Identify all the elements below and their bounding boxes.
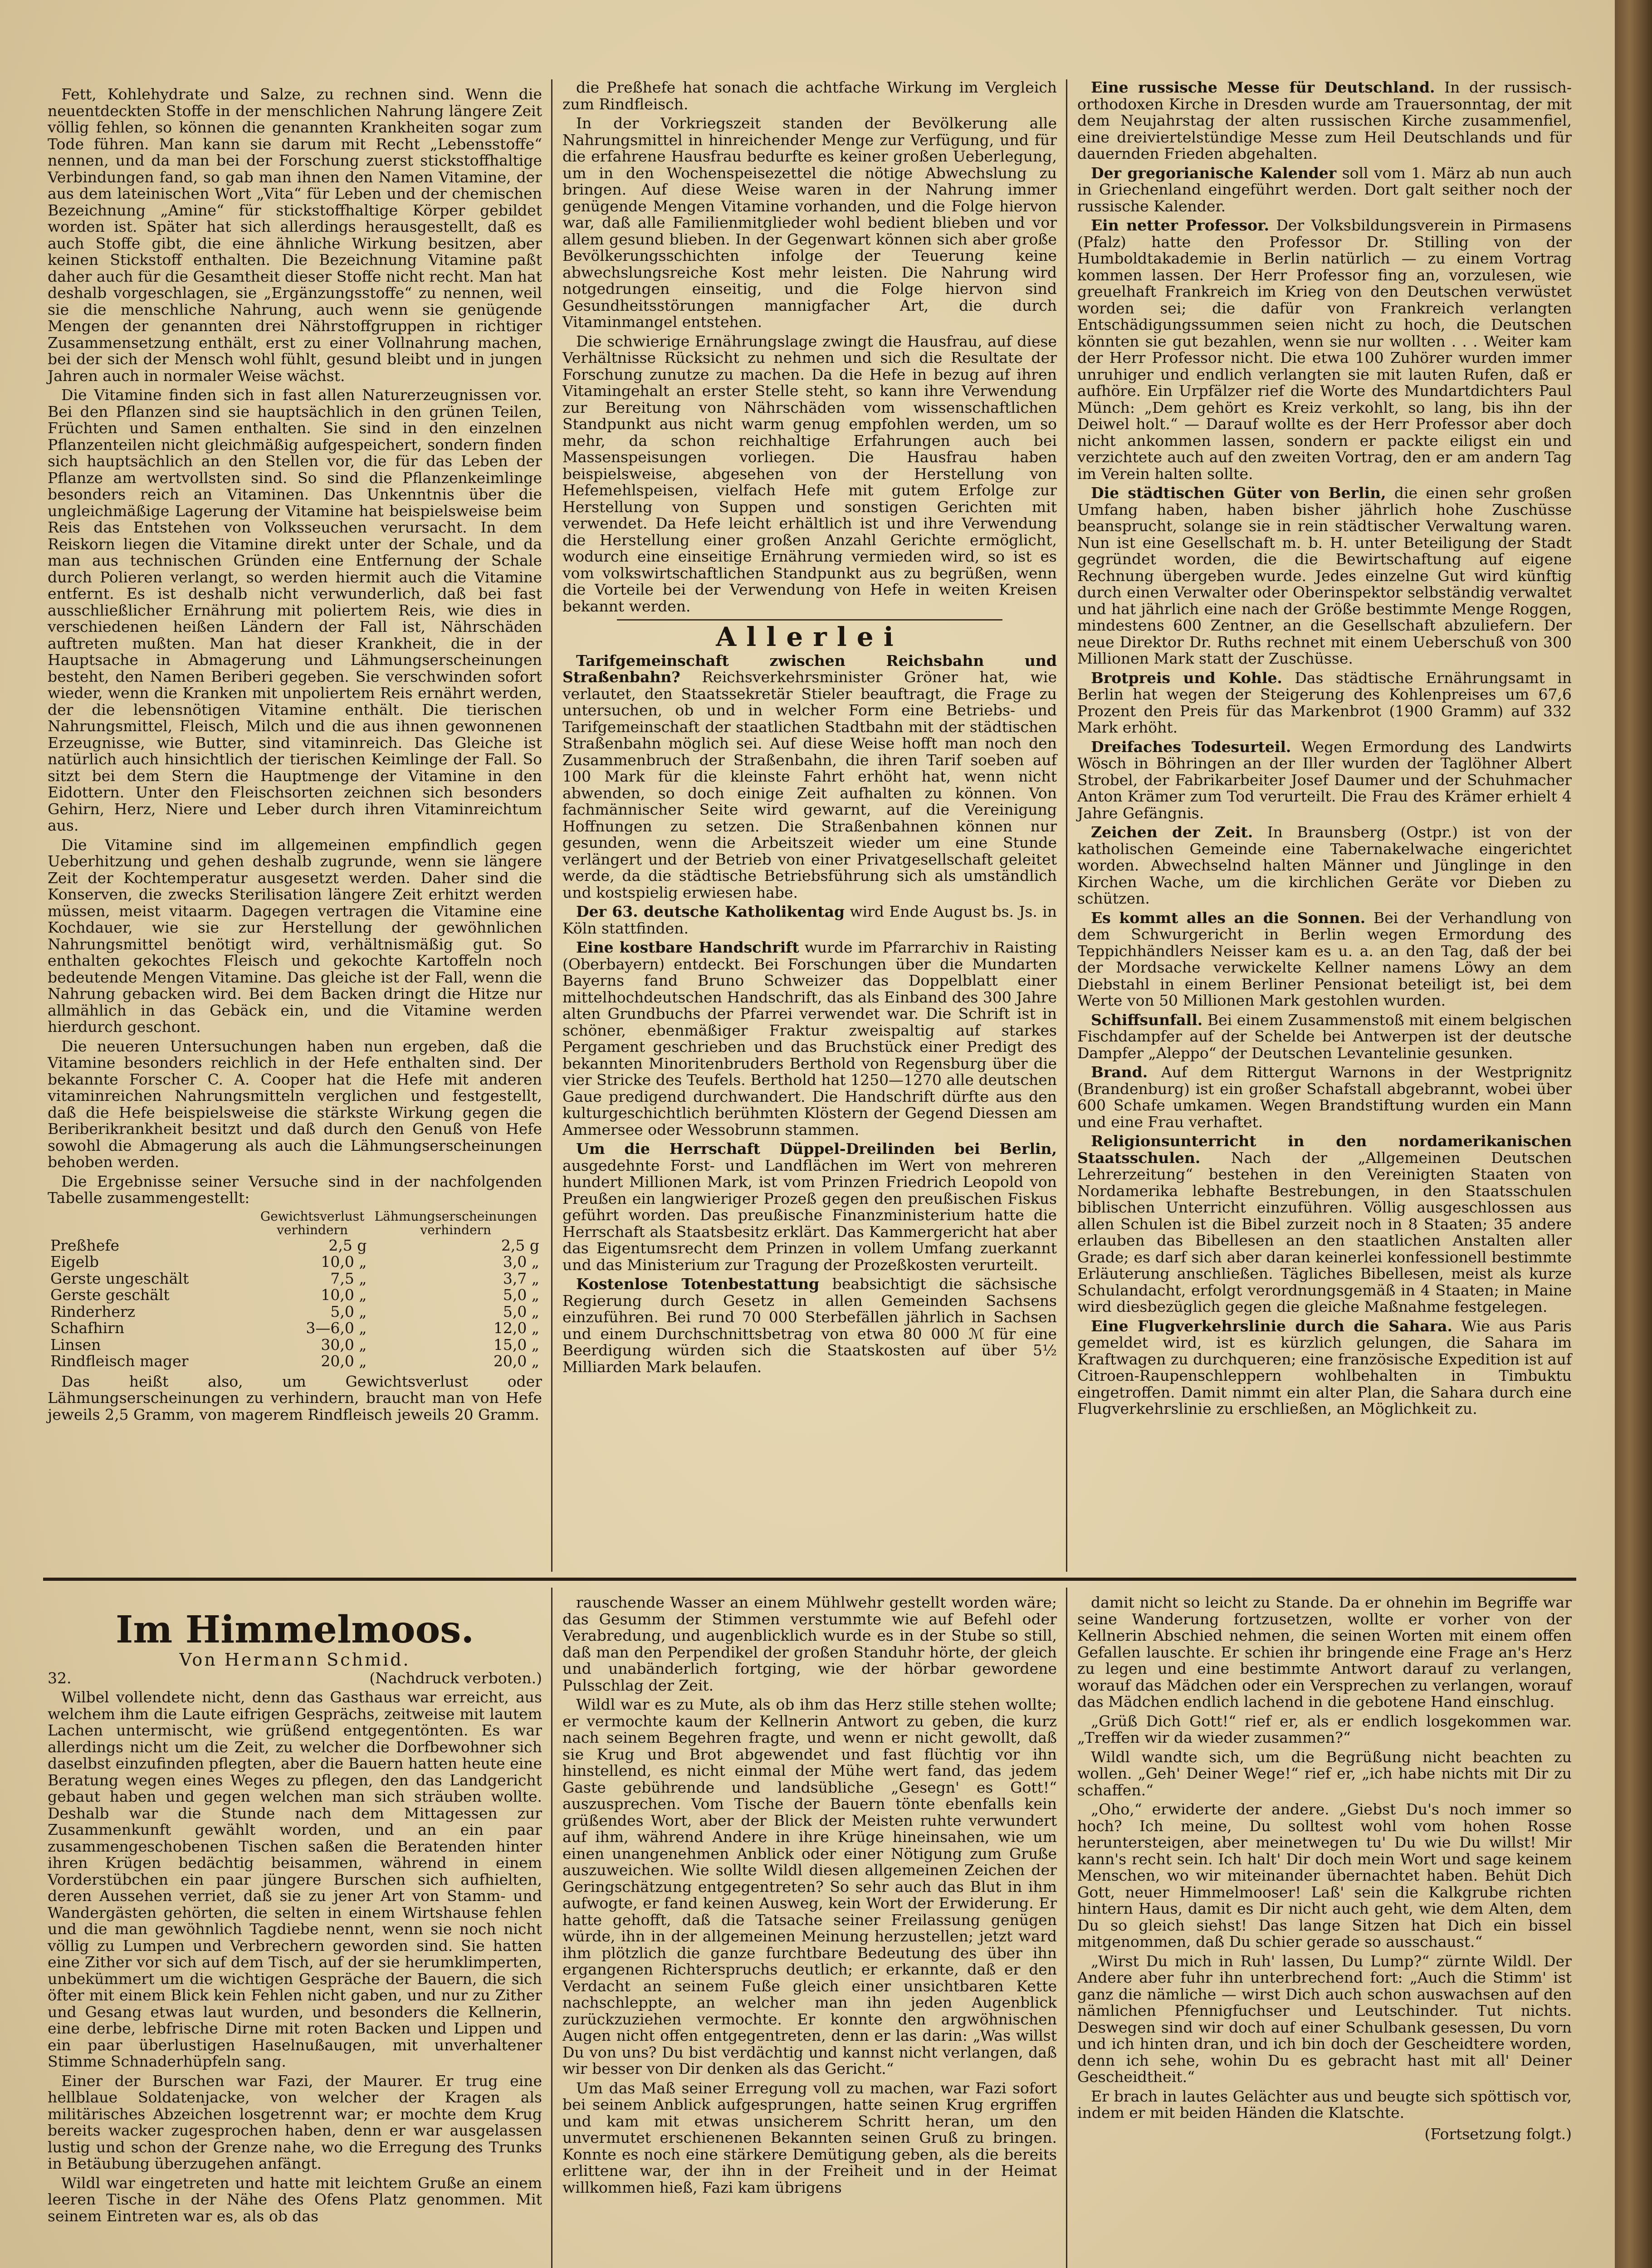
news-headline: Ein netter Professor. bbox=[1091, 216, 1269, 234]
news-headline: Religionsunterricht in den nordamerikanischen Staatsschulen. bbox=[1077, 1132, 1572, 1167]
news-item bbox=[562, 939, 1057, 1138]
news-headline: Eine Flugverkehrslinie durch die Sahara. bbox=[1091, 1317, 1453, 1335]
table-cell-paralysis: 5,0 „ bbox=[503, 1302, 539, 1320]
news-text: Bei der Verhandlung von dem Schwurgericht in Berlin wegen Ermordung des Teppichhändlers Neisser kam es u. a. an den Tag, daß der bei der Mordsache verwickelte Kellner namens Löwy an dem Diebstahl in einem Berliner Pensionat beteiligt ist, bei dem Werte von 50 Millionen Mark gestohlen wurden. bbox=[1077, 909, 1572, 1009]
news-headline: Zeichen der Zeit. bbox=[1091, 823, 1253, 841]
table-cell-food: Preßhefe bbox=[50, 1236, 120, 1254]
vitamin-table bbox=[48, 1209, 542, 1370]
news-text: Der Volksbildungsverein in Pirmasens (Pfalz) hatte den Professor Dr. Stilling von der Humboldtakademie in Berlin natürlich — zu einem Vortrag kommen lassen. Der Herr Professor fing an, vorzulesen, wie greuelhaft Frankreich im Krieg von den Deutschen verwüstet worden sei; die dafür von Frankreich verlangten Entschädigungssummen seien nicht zu hoch, die Deutschen könnten sie gut bezahlen, wenn sie nur wollten . . . Weiter kam der Herr Professor nicht. Die etwa 100 Zuhörer wurden immer unruhiger und endlich verlangten sie mit lauten Rufen, daß er aufhöre. Ein Urpfälzer rief die Worte des Mundartdichters Paul Münch: „Dem gehört es Kreiz verkohlt, so lang, bis ihn der Deiwel holt.“ — Darauf wollte es der Herr Professor aber doch nicht ankommen lassen, sondern er packte eiligst ein und verzichtete auch auf den zweiten Vortrag, den er am andern Tag im Verein halten sollte. bbox=[1077, 216, 1572, 483]
news-item bbox=[562, 904, 1057, 937]
news-item bbox=[1077, 485, 1572, 667]
table-cell-food: Gerste ungeschält bbox=[50, 1269, 189, 1287]
table-cell-food: Eigelb bbox=[50, 1253, 99, 1271]
paragraph: Die schwierige Ernährungslage zwingt die Hausfrau, auf diese Verhältnisse Rücksicht zu nehmen und sich die Resultate der Forschung zunutze zu machen. Da die Hefe in bezug auf ihren Vitamingehalt an erster Stelle steht, so kann ihre Verwendung zur Bereitung von Nährschäden vom wissenschaftlichen Standpunkt aus nicht warm genug empfohlen werden, um so mehr, da schon reichhaltige Erfahrungen auch bei Massenspeisungen vorliegen. Die Hausfrau haben beispielsweise, abgesehen von der Herstellung von Hefemehlspeisen, vielfach Hefe mit gutem Erfolge zur Herstellung von Suppen und sonstigen Gerichten mit verwendet. Da Hefe leicht erhältlich ist und ihre Verwendung die Herstellung einer großen Anzahl Gerichte ermöglicht, wodurch eine einseitige Ernährung vermieden wird, so ist es vom volkswirtschaftlichen Standpunkt aus zu begrüßen, wenn die Vorteile bei der Verwendung von Hefe in weiten Kreisen bekannt werden. bbox=[562, 332, 1057, 615]
table-cell-weight: 10,0 „ bbox=[321, 1286, 367, 1304]
news-item bbox=[1077, 910, 1572, 1009]
serial-title: Im Himmelmoos. bbox=[115, 1608, 474, 1652]
paragraph: Wildl wandte sich, um die Begrüßung nicht beachten zu wollen. „Geh' Deiner Wege!“ rief er, „ich habe nichts mit Dir zu schaffen.“ bbox=[1077, 1748, 1572, 1799]
news-text: wird Ende August bs. Js. in Köln stattfinden. bbox=[562, 903, 1057, 937]
news-headline: Schiffsunfall. bbox=[1091, 1011, 1203, 1029]
news-text: Reichsverkehrsminister Gröner hat, wie verlautet, den Staatssekretär Stieler beauftragt, die Frage zu untersuchen, ob und in welcher Form eine Betriebs- und Tarifgemeinschaft der staatlichen Stadtbahn mit der städtischen Straßenbahn möglich sei. Auf diese Weise hofft man noch den Zusammenbruch der Straßenbahn, die ihren Tarif soeben auf 100 Mark für die kleinste Fahrt erhöht hat, wenn nicht abwenden, so doch einige Zeit aufhalten zu können. Von fachmännischer Seite wird gewarnt, auf die Vereinigung Hoffnungen zu setzen. Die Straßenbahnen können nur gesunden, wenn die Arbeitszeit wieder um eine Stunde verlängert und der Betrieb von einer Privatgesellschaft geleitet werde, da die städtische Betriebsführung sich als umständlich und kostspielig erwiesen habe. bbox=[562, 668, 1057, 901]
binding-spine bbox=[1615, 0, 1652, 2268]
table-cell-paralysis: 20,0 „ bbox=[493, 1352, 539, 1370]
paragraph: damit nicht so leicht zu Stande. Da er ohnehin im Begriffe war seine Wanderung fortzusetzen, wollte er vorher von der Kellnerin Abschied nehmen, die seinen Worten mit einem offen Gefallen lauschte. Er schien ihr bringende eine Frage an's Herz zu legen und eine bestimmte Antwort darauf zu verlangen, worauf das Mädchen oder ein Versprechen zu verlangen, worauf das Mädchen endlich lachend in die gebotene Hand einschlug. bbox=[1077, 1593, 1572, 1711]
table-row bbox=[48, 1237, 542, 1254]
news-item bbox=[1077, 1318, 1572, 1418]
paragraph: Die Ergebnisse seiner Versuche sind in der nachfolgenden Tabelle zusammengestellt: bbox=[48, 1172, 542, 1207]
table-row bbox=[48, 1304, 542, 1320]
table-row bbox=[48, 1353, 542, 1370]
paragraph: Die Vitamine sind im allgemeinen empfindlich gegen Ueberhitzung und gehen deshalb zugrunde, wenn sie längere Zeit der Kochtemperatur ausgesetzt werden. Daher sind die Konserven, die zwecks Sterilisation längere Zeit erhitzt werden müssen, meist vitaarm. Dagegen vertragen die Vitamine eine Kochdauer, wie sie zur Herstellung der gewöhnlichen Nahrungsmittel benötigt wird, verhältnismäßig gut. So enthalten gekochtes Fleisch und gekochte Kartoffeln noch bedeutende Mengen Vitamine. Das gleiche ist der Fall, wenn die Nahrung gebacken wird. Bei dem Backen dringt die Hitze nur allmählich in das Gebäck ein, und die Vitamine werden hierdurch geschont. bbox=[48, 836, 542, 1036]
paragraph: „Grüß Dich Gott!“ rief er, als er endlich losgekommen war. „Treffen wir da wieder zusammen?“ bbox=[1077, 1712, 1572, 1746]
paragraph: rauschende Wasser an einem Mühlwehr gestellt worden wäre; das Gesumm der Stimmen verstummte wie auf Befehl oder Verabredung, und augenblicklich wurde es in der Stube so still, daß man den Perpendikel der großen Standuhr hörte, der gleich und unabänderlich fortging, wie der hörbar gewordene Pulsschlag der Zeit. bbox=[562, 1593, 1057, 1694]
table-cell-food: Gerste geschält bbox=[50, 1286, 170, 1304]
news-text: Auf dem Rittergut Warnons in der Westprignitz (Brandenburg) ist ein großer Schafstall abgebrannt, wobei über 600 Schafe umkamen. Wegen Brandstiftung wurden ein Mann und eine Frau verhaftet. bbox=[1077, 1063, 1572, 1131]
table-row bbox=[48, 1287, 542, 1304]
column-divider bbox=[1066, 79, 1067, 1572]
news-item bbox=[562, 1141, 1057, 1273]
news-item bbox=[562, 653, 1057, 901]
reprint-notice: (Nachdruck verboten.) bbox=[369, 1669, 542, 1687]
column-news bbox=[1077, 79, 1572, 1420]
table-cell-food: Rinderherz bbox=[50, 1302, 136, 1320]
column-serial-1 bbox=[48, 1608, 542, 2227]
news-headline: Tarifgemeinschaft zwischen Reichsbahn und Straßenbahn? bbox=[562, 651, 1057, 686]
news-text: Nach der „Allgemeinen Deutschen Lehrerzeitung“ bestehen in den Vereinigten Staaten von Nordamerika lebhafte Bestrebungen, in den Staatsschulen biblischen Unterricht einzuführen. Völlig ausgeschlossen aus allen Schulen ist die Bibel zurzeit noch in 8 Staaten; 35 andere erlauben das Bibellesen an den staatlichen Anstalten aller Grade; es darf sich aber daran keinerlei konfessionell bestimmte Erläuterung anschließen. Tägliches Bibellesen, meist als kurze Schulandacht, erfolgt verordnungsgemäß in 4 Staaten; in Maine wird diesbezüglich gegen die gleiche Maßnahme festgelegen. bbox=[1077, 1149, 1572, 1315]
paragraph: Wildl war eingetreten und hatte mit leichtem Gruße an einem leeren Tische in der Nähe des Ofens Platz genommen. Mit seinem Eintreten war es, als ob das bbox=[48, 2174, 542, 2225]
news-headline: Brand. bbox=[1091, 1063, 1148, 1081]
paragraph: Einer der Burschen war Fazi, der Maurer. Er trug eine hellblaue Soldatenjacke, von welcher der Kragen als militärisches Abzeichen losgetrennt war; er mochte dem Krug bereits wacker zugesprochen haben, denn er war ausgelassen lustig und schon der Grenze nahe, wo die Erregung des Trunks in Betäubung überzugehen anfängt. bbox=[48, 2072, 542, 2172]
table-cell-food: Schafhirn bbox=[50, 1319, 125, 1337]
paragraph: In der Vorkriegszeit standen der Bevölkerung alle Nahrungsmittel in hinreichender Menge zur Verfügung, und für die erfahrene Hausfrau bedurfte es keiner großen Ueberlegung, um in den Wochenspeisezettel die nötige Abwechslung zu bringen. Auf diese Weise waren in der Nahrung immer genügende Mengen Vitamine vorhanden, und die Folge hiervon war, daß alle Familienmitglieder wohl bedient blieben und vor allem gesund blieben. In der Gegenwart können sich aber große Bevölkerungsschichten infolge der Teuerung keine abwechslungsreiche Kost mehr leisten. Die Nahrung wird notgedrungen einseitig, und die Folge hiervon sind Gesundheitsstörungen mannigfacher Art, die durch Vitaminmangel entstehen. bbox=[562, 114, 1057, 331]
table-header-paralysis: Lähmungserscheinungen verhindern bbox=[374, 1208, 537, 1237]
column-divider bbox=[551, 1588, 552, 2268]
column-divider bbox=[1066, 1588, 1067, 2268]
table-row bbox=[48, 1320, 542, 1337]
table-cell-food: Linsen bbox=[50, 1335, 101, 1354]
news-text: soll vom 1. März ab nun auch in Griechenland eingeführt werden. Dort galt seither noch der russische Kalender. bbox=[1077, 164, 1572, 215]
table-header-weight: Gewichtsverlust verhindern bbox=[260, 1208, 365, 1237]
news-text: Bei einem Zusammenstoß mit einem belgischen Fischdampfer auf der Schelde bei Antwerpen ist der deutsche Dampfer „Aleppo“ der Deutschen Levantelinie gesunken. bbox=[1077, 1011, 1572, 1062]
paragraph: „Wirst Du mich in Ruh' lassen, Du Lump?“ zürnte Wildl. Der Andere aber fuhr ihn unterbrechend fort: „Auch die Stimm' ist ganz die nämliche — wirst Dich auch schon auswachsen auf den nämlichen Pfennigfuchser und Leutschinder. Tut nichts. Deswegen sind wir doch auf einer Schulbank gesessen, Du vorn und ich hinten dran, und ich bin doch der Gescheidtere worden, denn ich sehe, wohin Du es gebracht hast mit all' Deiner Gescheidtheit.“ bbox=[1077, 1952, 1572, 2086]
news-headline: Es kommt alles an die Sonnen. bbox=[1091, 909, 1366, 927]
table-cell-paralysis: 2,5 g bbox=[501, 1236, 539, 1254]
news-item bbox=[1077, 165, 1572, 215]
paragraph: Um das Maß seiner Erregung voll zu machen, war Fazi sofort bei seinem Anblick aufgesprungen, hatte seinen Krug ergriffen und kam mit etwas unsicherem Schritt heran, um den unvermutet erschienenen Bekannten seinen Gruß zu bringen. Konnte es noch eine stärkere Demütigung geben, als die bereits erlittene war, der ihn in der Freiheit und in der Heimat willkommen hieß, Fazi kam übrigens bbox=[562, 2079, 1057, 2196]
news-headline: Der gregorianische Kalender bbox=[1091, 164, 1337, 182]
table-row bbox=[48, 1254, 542, 1271]
column-serial-3 bbox=[1077, 1594, 1572, 2142]
table-cell-weight: 30,0 „ bbox=[321, 1335, 367, 1354]
news-text: beabsichtigt die sächsische Regierung durch Gesetz in allen Gemeinden Sachsens einzuführen. Bei rund 70 000 Sterbefällen jährlich in Sachsen und einem Durchschnittsbetrag von etwa 80 000 ℳ für eine Beerdigung würden sich die Staatskosten auf über 5½ Milliarden Mark belaufen. bbox=[562, 1275, 1057, 1376]
news-headline: Kostenlose Totenbestattung bbox=[576, 1275, 820, 1293]
table-cell-weight: 2,5 g bbox=[328, 1236, 367, 1254]
news-text: In Braunsberg (Ostpr.) ist von der katholischen Gemeinde eine Tabernakelwache eingerichtet worden. Abwechselnd halten Männer und Jünglinge in den Kirchen Wache, um die kirchlichen Geräte vor Dieben zu schützen. bbox=[1077, 823, 1572, 907]
news-item bbox=[1077, 739, 1572, 822]
news-item bbox=[1077, 79, 1572, 162]
paragraph: die Preßhefe hat sonach die achtfache Wirkung im Vergleich zum Rindfleisch. bbox=[562, 78, 1057, 113]
continuation-notice: (Fortsetzung folgt.) bbox=[1424, 2125, 1572, 2143]
paragraph: Fett, Kohlehydrate und Salze, zu rechnen sind. Wenn die neuentdeckten Stoffe in der menschlichen Nahrung längere Zeit völlig fehlen, so können die genannten Krankheiten sogar zum Tode führen. Man kann sie darum mit Recht „Lebensstoffe“ nennen, und da man bei der Forschung zuerst stickstoffhaltige Verbindungen fand, so gab man ihnen den Namen Vitamine, der aus dem lateinischen Wort „Vita“ für Leben und der chemischen Bezeichnung „Amine“ für stickstoffhaltige Körper gebildet worden ist. Später hat sich allerdings herausgestellt, daß es auch Stoffe gibt, die eine ähnliche Wirkung besitzen, aber keinen Stickstoff enthalten. Die Bezeichnung Vitamine paßt daher auch für die Gesamtheit dieser Stoffe nicht recht. Man hat deshalb vorgeschlagen, sie „Ergänzungsstoffe“ zu nennen, weil sie die menschliche Nahrung, auch wenn sie genügende Mengen der genannten drei Nährstoffgruppen in richtiger Zusammensetzung enthält, erst zu einer Vollnahrung machen, bei der sich der Mensch wohl fühlt, gesund bleibt und in jungen Jahren auch in normaler Weise wächst. bbox=[48, 85, 542, 385]
news-headline: Dreifaches Todesurteil. bbox=[1091, 738, 1291, 756]
table-cell-paralysis: 15,0 „ bbox=[493, 1335, 539, 1354]
news-item bbox=[1077, 824, 1572, 907]
news-text: wurde im Pfarrarchiv in Raisting (Oberbayern) entdeckt. Bei Forschungen über die Mundarten Bayerns fand Bruno Schweizer das Doppelblatt einer mittelhochdeutschen Handschrift, das als Einband des 300 Jahre alten Grundbuchs der Pfarrei verwendet war. Die Schrift ist in schöner, ebenmäßiger Fraktur zweispaltig auf starkes Pergament geschrieben und das Bruchstück einer Predigt des bekannten Minoritenbruders Berthold von Regensburg über die vier Stricke des Teufels. Berthold hat 1250—1270 alle deutschen Gaue predigend durchwandert. Die Handschrift dürfte aus den kulturgeschichtlich berühmten Klöstern der Gegend Diessen am Ammersee oder Wessobrunn stammen. bbox=[562, 938, 1057, 1139]
table-cell-food: Rindfleisch mager bbox=[50, 1352, 189, 1370]
table-cell-weight: 3—6,0 „ bbox=[306, 1319, 367, 1337]
news-headline: Die städtischen Güter von Berlin, bbox=[1091, 484, 1386, 502]
section-title-allerlei: Allerlei bbox=[716, 621, 904, 652]
table-cell-paralysis: 3,0 „ bbox=[503, 1253, 539, 1271]
serial-author: Von Hermann Schmid. bbox=[179, 1650, 411, 1670]
paragraph: Er brach in lautes Gelächter aus und beugte sich spöttisch vor, indem er mit beiden Händen die Klatschte. bbox=[1077, 2087, 1572, 2121]
news-item bbox=[1077, 217, 1572, 482]
paragraph: Wildl war es zu Mute, als ob ihm das Herz stille stehen wollte; er vermochte kaum der Kellnerin Antwort zu geben, die kurz nach seinem Begehren fragte, und wenn er nicht gewollt, daß sie Krug und Brot abgewendet und fast flüchtig vor ihn hinstellend, es nicht einmal der Mühe wert fand, das jedem Gaste gebührende und landsübliche „Gesegn' es Gott!“ auszusprechen. Vom Tische der Bauern tönte ebenfalls kein grüßendes Wort, aber der Blick der Meisten ruhte verwundert auf ihm, während Andere in ihre Krüge hineinsahen, wie um einen unangenehmen Anblick oder einer Nötigung zum Gruße auszuweichen. Wie sollte Wildl diesen allgemeinen Zeichen der Geringschätzung entgegentreten? So sehr auch das Blut in ihm aufwogte, er fand keinen Ausweg, kein Wort der Erwiderung. Er hatte gehofft, daß die Tatsache seiner Freilassung genügen würde, ihn in der allgemeinen Meinung herzustellen; jetzt ward ihm plötzlich die ganze furchtbare Bedeutung des über ihn ergangenen Richterspruchs deutlich; er erkannte, daß er den Verdacht an seinem Fuße gleich einer unsichtbaren Kette nachschleppte, an welcher man ihn jeden Augenblick zurückzuziehen vermochte. Er konnte den argwöhnischen Augen nicht offen entgegentreten, denn er las darin: „Was willst Du von uns? Du bist verdächtig und kannst nicht verlangen, daß wir besser von Dir denken als das Gericht.“ bbox=[562, 1696, 1057, 2077]
table-cell-weight: 5,0 „ bbox=[330, 1302, 367, 1320]
table-cell-paralysis: 3,7 „ bbox=[503, 1269, 539, 1287]
news-item bbox=[1077, 1133, 1572, 1315]
news-headline: Um die Herrschaft Düppel-Dreilinden bei Berlin, bbox=[576, 1140, 1057, 1158]
table-row bbox=[48, 1271, 542, 1287]
news-item bbox=[1077, 670, 1572, 736]
column-yeast-and-miscellany bbox=[562, 79, 1057, 1378]
news-text: Wie aus Paris gemeldet wird, ist es kürzlich gelungen, die Sahara im Kraftwagen zu durchqueren; eine französische Expedition ist auf Citroen-Raupenschleppern wohlbehalten in Timbuktu eingetroffen. Damit nimmt ein alter Plan, die Sahara durch eine Flugverkehrslinie zu erschließen, an Möglichkeit zu. bbox=[1077, 1317, 1572, 1418]
news-headline: Eine russische Messe für Deutschland. bbox=[1091, 78, 1435, 96]
table-cell-weight: 7,5 „ bbox=[330, 1269, 367, 1287]
news-headline: Der 63. deutsche Katholikentag bbox=[576, 903, 845, 920]
news-headline: Brotpreis und Kohle. bbox=[1091, 669, 1282, 687]
serial-number: 32. bbox=[48, 1669, 72, 1687]
news-item bbox=[1077, 1012, 1572, 1062]
news-item bbox=[1077, 1064, 1572, 1130]
column-serial-2 bbox=[562, 1594, 1057, 2199]
paragraph: Die neueren Untersuchungen haben nun ergeben, daß die Vitamine besonders reichlich in der Hefe enthalten sind. Der bekannte Forscher C. A. Cooper hat die Hefe mit anderen vitaminreichen Nahrungsmitteln verglichen und festgestellt, daß die Hefe beispielsweise die stärkste Wirkung gegen die Beriberikrankheit besitzt und daß durch den Genuß von Hefe sowohl die Abmagerung als auch die Lähmungserscheinungen behoben werden. bbox=[48, 1037, 542, 1171]
table-cell-weight: 10,0 „ bbox=[321, 1253, 367, 1271]
paragraph: Das heißt also, um Gewichtsverlust oder Lähmungserscheinungen zu verhindern, braucht man von Hefe jeweils 2,5 Gramm, von magerem Rindfleisch jeweils 20 Gramm. bbox=[48, 1372, 542, 1423]
news-text: In der russisch-orthodoxen Kirche in Dresden wurde am Trauersonntag, der mit dem Neujahrstag der alten russischen Kirche zusammenfiel, eine dreiviertelstündige Messe zum Heil Deutschlands und für dauernden Frieden abgehalten. bbox=[1077, 78, 1572, 162]
news-text: Das städtische Ernährungsamt in Berlin hat wegen der Steigerung des Kohlenpreises um 67,6 Prozent den Preis für das Markenbrot (1900 Gramm) auf 332 Mark erhöht. bbox=[1077, 669, 1572, 736]
section-divider bbox=[617, 619, 1002, 621]
table-cell-paralysis: 12,0 „ bbox=[493, 1319, 539, 1337]
news-text: Wegen Ermordung des Landwirts Wösch in Böhringen an der Iller wurden der Taglöhner Albert Strobel, der Fabrikarbeiter Josef Daumer und der Schuhmacher Anton Krämer zum Tod verurteilt. Die Frau des Krämer erhielt 4 Jahre Gefängnis. bbox=[1077, 738, 1572, 822]
paragraph: Die Vitamine finden sich in fast allen Naturerzeugnissen vor. Bei den Pflanzen sind sie hauptsächlich in den grünen Teilen, Früchten und Samen enthalten. Sie sind in den einzelnen Pflanzenteilen nicht gleichmäßig aufgespeichert, sondern finden sich hauptsächlich an den Stellen vor, die für das Leben der Pflanze am wertvollsten sind. So sind die Pflanzenkeimlinge besonders reich an Vitaminen. Das Unkenntnis über die ungleichmäßige Lagerung der Vitamine hat beispielsweise beim Reis das Entstehen von Volksseuchen verursacht. In dem Reiskorn liegen die Vitamine direkt unter der Schale, und da man aus technischen Gründen eine Entfernung der Schale durch Polieren verlangt, so werden hiermit auch die Vitamine entfernt. Es ist deshalb nicht verwunderlich, daß bei fast ausschließlicher Ernährung mit poliertem Reis, wie dies in verschiedenen heißen Ländern der Fall ist, Nährschäden auftreten mußten. Man hat dieser Krankheit, die in der Hauptsache in Abmagerung und Lähmungserscheinungen besteht, den Namen Beriberi gegeben. Sie verschwinden sofort wieder, wenn die Kranken mit unpoliertem Reis ernährt werden, der die lebensnötigen Vitamine enthält. Die tierischen Nahrungsmittel, Fleisch, Milch und die aus ihnen gewonnenen Erzeugnisse, wie Butter, sind vitaminreich. Das Gleiche ist natürlich auch hinsichtlich der tierischen Keimlinge der Fall. So sitzt bei dem Stern die Hauptmenge der Vitamine in den Eidottern. Unter den Fleischsorten zeichnen sich besonders Gehirn, Herz, Niere und Leber durch ihren Vitaminreichtum aus. bbox=[48, 386, 542, 834]
news-item bbox=[562, 1276, 1057, 1375]
table-cell-paralysis: 5,0 „ bbox=[503, 1286, 539, 1304]
column-divider bbox=[551, 79, 552, 1572]
news-headline: Eine kostbare Handschrift bbox=[576, 938, 799, 956]
column-vitamins bbox=[48, 86, 542, 1426]
news-text: ausgedehnte Forst- und Landflächen im Wert von mehreren hundert Millionen Mark, ist vom Prinzen Friedrich Leopold von Preußen ein langwieriger Prozeß gegen den preußischen Fiskus geführt worden. Das preußische Finanzministerium hatte die Herrschaft als Staatsbesitz erklärt. Das Kammergericht hat aber das Eigentumsrecht dem Prinzen in vollem Umfang zuerkannt und das Ministerium zur Tragung der Prozeßkosten verurteilt. bbox=[562, 1156, 1057, 1274]
feuilleton-rule bbox=[43, 1578, 1576, 1581]
paragraph: „Oho,“ erwiderte der andere. „Giebst Du's noch immer so hoch? Ich meine, Du solltest wohl vom hohen Rosse heruntersteigen, aber meinetwegen tu' Du wie Du willst! Mir kann's recht sein. Ich halt' Dir doch mein Wort und sage keinem Menschen, wo wir miteinander übernachtet haben. Behüt Dich Gott, neuer Himmelmooser! Laß' sein die Kalkgrube richten hintern Haus, damit es Dir nicht auch geht, wie dem Alten, dem Du so gleich siehst! Das lange Sitzen hat Dich ein bissel mitgenommen, daß Du schier gerade so ausschaust.“ bbox=[1077, 1800, 1572, 1950]
table-row bbox=[48, 1337, 542, 1354]
paragraph: Wilbel vollendete nicht, denn das Gasthaus war erreicht, aus welchem ihm die Laute eifrigen Gesprächs, zeitweise mit lautem Lachen untermischt, wie grüßend entgegentönten. Es war allerdings nicht um die Zeit, zu welcher die Dorfbewohner sich daselbst einzufinden pflegten, aber die Bauern hatten heute eine Beratung wegen eines Weges zu pflegen, den das Landgericht gebaut haben und gegen welchen man sich sträuben wollte. Deshalb war die Stunde nach dem Mittagessen zur Zusammenkunft gewählt worden, und an ein paar zusammengeschobenen Tischen saßen die Beratenden hinter ihren Krügen bedächtig beisammen, während in einem Vorderstübchen ein paar jüngere Burschen sich aufhielten, deren Aussehen verriet, daß sie zu jener Art von Stamm- und Wandergästen gehörten, die selten in einem Wirtshause fehlen und die man gewöhnlich Tagdiebe nennt, wenn sie noch nicht völlig zu Lumpen und Verbrechern geworden sind. Sie hatten eine Zither vor sich auf dem Tisch, auf der sie herumklimperten, unbekümmert um die wichtigen Gespräche der Bauern, die sich öfter mit einem Blick kein Fehlen nicht gaben, und nur zu Zither und Gesang etwas laut wurden, und besonders die Kellnerin, eine derbe, lebfrische Dirne mit roten Backen und Lippen und ein paar überlustigen Haselnußaugen, mit unverhaltener Stimme Schnaderhüpfeln sang. bbox=[48, 1688, 542, 2070]
news-text: die einen sehr großen Umfang haben, haben bisher jährlich hohe Zuschüsse beansprucht, solange sie in rein städtischer Verwaltung waren. Nun ist eine Gesellschaft m. b. H. unter Beteiligung der Stadt gegründet worden, die die Bewirtschaftung auf eigene Rechnung übergeben wurde. Jedes einzelne Gut wird künftig durch einen Verwalter oder Oberinspektor selbständig verwaltet und hat jährlich eine nach der Größe bestimmte Menge Roggen, mindestens 600 Zentner, an die Gesellschaft abzuliefern. Der neue Direktor Dr. Ruths rechnet mit einem Ueberschuß von 300 Millionen Mark statt der Zuschüsse. bbox=[1077, 484, 1572, 667]
table-cell-weight: 20,0 „ bbox=[321, 1352, 367, 1370]
